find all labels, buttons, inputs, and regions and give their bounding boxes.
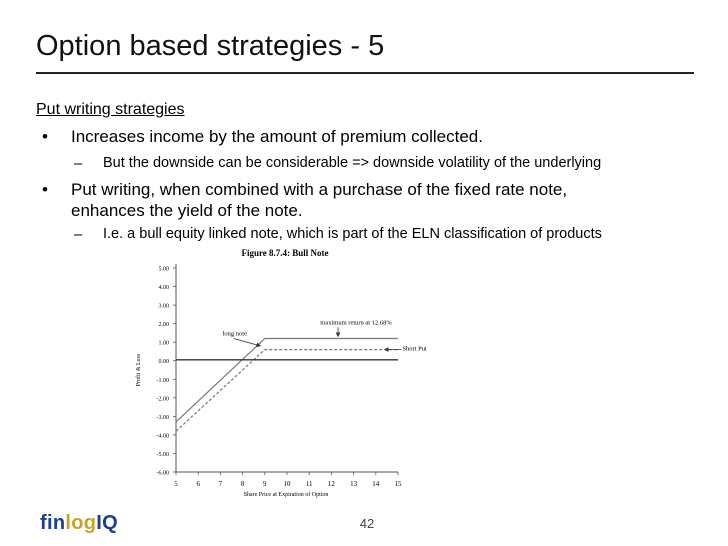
y-tick-label: 4.00	[158, 285, 169, 292]
sub-bullet-marker: –	[74, 226, 83, 243]
x-tick-label: 14	[372, 480, 380, 488]
y-tick-label: -1.00	[156, 377, 169, 384]
section-subheading: Put writing strategies	[36, 101, 185, 118]
logo-part-log: log	[65, 512, 97, 534]
y-tick-label: 3.00	[158, 303, 169, 310]
sub-bullet-2-text: I.e. a bull equity linked note, which is part of the ELN classification of products	[103, 226, 602, 242]
y-tick-label: -3.00	[156, 414, 169, 421]
logo-part-fin: fin	[40, 512, 66, 534]
y-tick-label: 5.00	[158, 266, 169, 273]
x-tick-label: 7	[218, 480, 223, 488]
title-divider	[36, 72, 694, 74]
x-tick-label: 6	[196, 480, 200, 488]
x-tick-label: 15	[394, 480, 402, 488]
y-tick-label: 1.00	[158, 340, 169, 347]
x-tick-label: 9	[263, 480, 267, 488]
sub-bullet-1-text: But the downside can be considerable => downside volatility of the underlying	[103, 155, 602, 171]
y-tick-label: -6.00	[156, 470, 169, 477]
y-tick-label: -5.00	[156, 451, 169, 458]
y-tick-label: 2.00	[158, 322, 169, 329]
y-tick-label: 0.00	[158, 359, 169, 366]
finlogiq-logo	[40, 512, 118, 535]
annotation-long-note: long note	[222, 330, 247, 338]
bullet-2-line-2: enhances the yield of the note.	[71, 201, 303, 220]
annotation-max-return: maximum return at 12.68%	[320, 319, 392, 327]
x-tick-label: 5	[174, 480, 178, 488]
annotation-arrow	[234, 338, 261, 345]
x-tick-label: 12	[327, 480, 335, 488]
page-number: 42	[359, 516, 375, 531]
x-axis-label: Share Price at Expiration of Option	[243, 492, 329, 498]
annotation-short-put: Short Put	[402, 345, 427, 353]
slide-title: Option based strategies - 5	[36, 30, 385, 62]
chart-title: Figure 8.7.4: Bull Note	[241, 248, 329, 258]
logo-part-iq: IQ	[96, 512, 118, 534]
y-tick-label: -4.00	[156, 433, 169, 440]
sub-bullet-marker: –	[74, 155, 83, 172]
x-tick-label: 10	[283, 480, 291, 488]
bullet-marker: •	[42, 180, 48, 199]
x-tick-label: 13	[350, 480, 358, 488]
x-tick-label: 8	[240, 480, 245, 488]
bull-note-figure	[120, 242, 427, 498]
x-tick-label: 11	[305, 480, 313, 488]
y-tick-label: -2.00	[156, 396, 169, 403]
y-axis-label: Profit & Loss	[136, 353, 142, 387]
series-long-note	[176, 338, 398, 421]
bullet-marker: •	[42, 127, 48, 146]
bullet-2-line-1: Put writing, when combined with a purchase of the fixed rate note,	[71, 180, 568, 199]
bullet-1-text: Increases income by the amount of premium collected.	[71, 127, 483, 146]
